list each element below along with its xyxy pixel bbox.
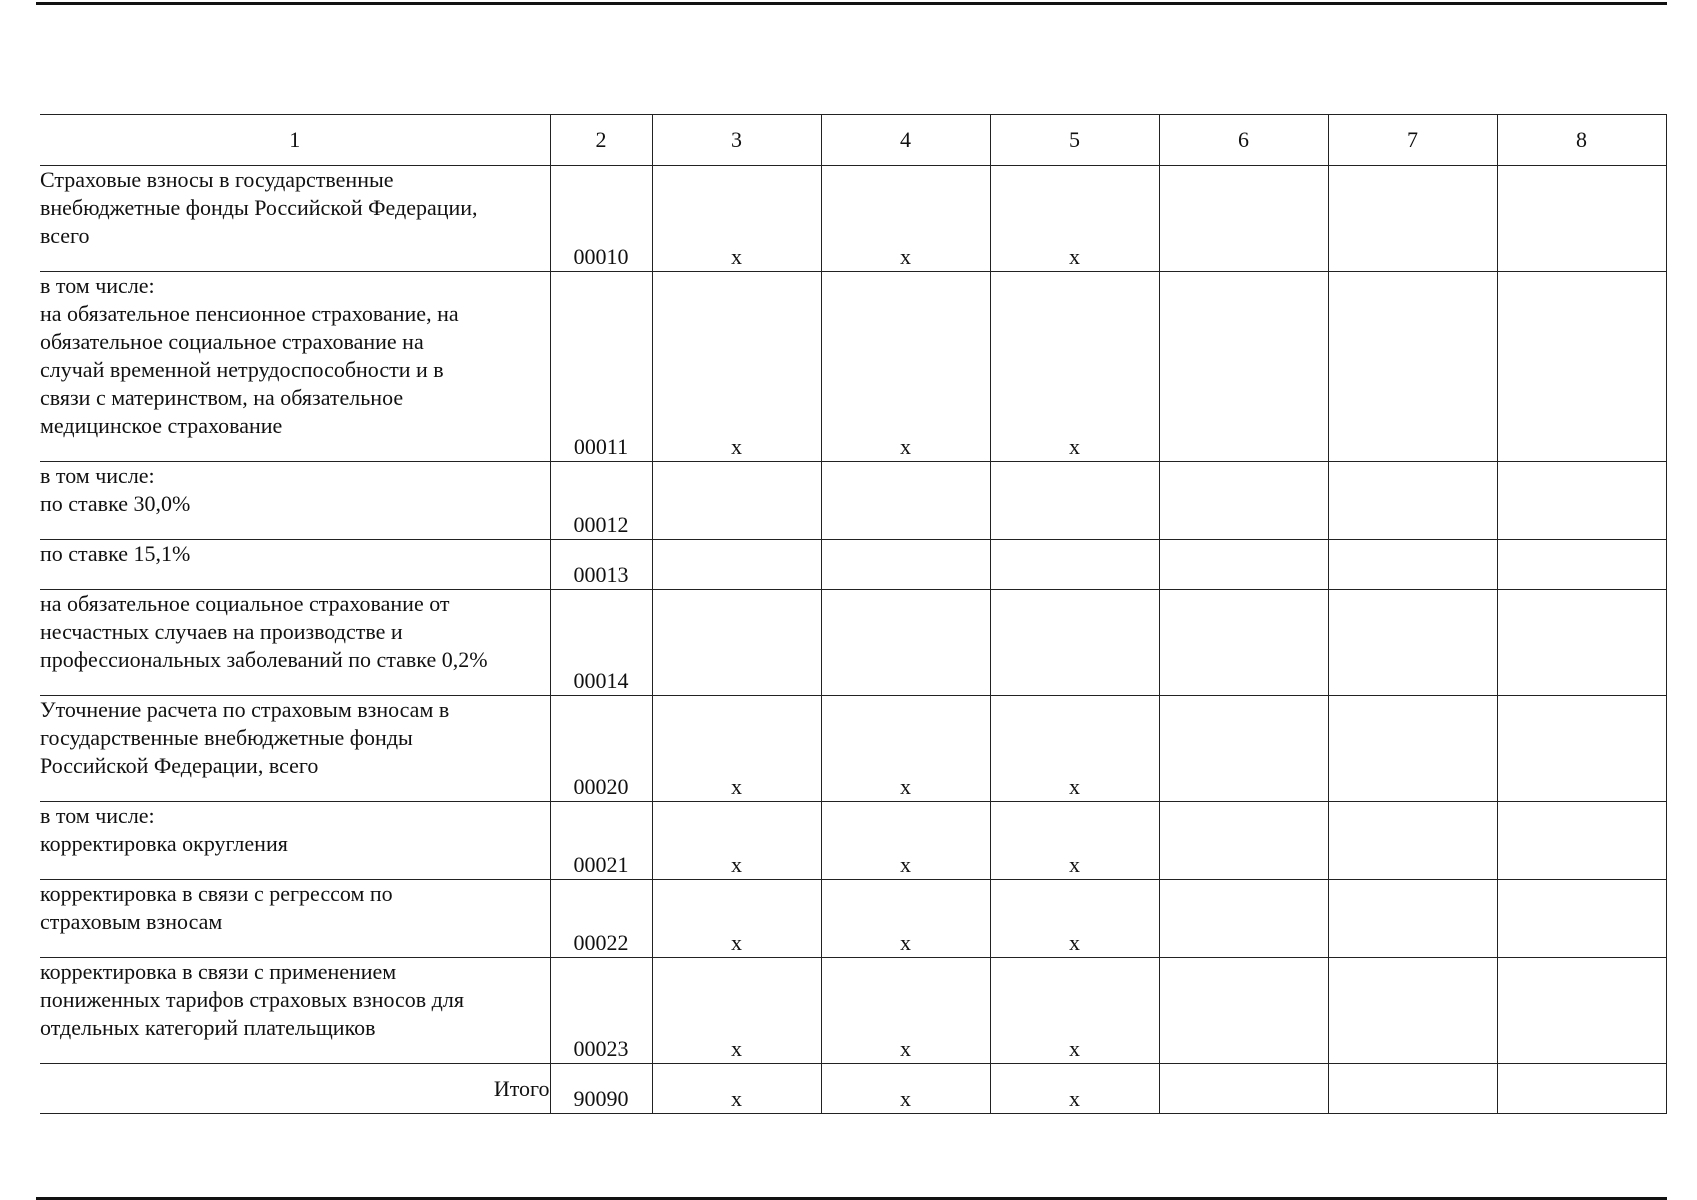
value-cell-col-8 <box>1497 462 1666 540</box>
value-cell-col-3 <box>652 590 821 696</box>
row-code: 00023 <box>550 958 652 1064</box>
table-row <box>40 166 1666 272</box>
value-cell-col-7 <box>1328 272 1497 462</box>
value-cell-col-7 <box>1328 958 1497 1064</box>
column-header-6: 6 <box>1159 115 1328 166</box>
value-cell-col-4 <box>821 590 990 696</box>
row-label-line: медицинское страхование <box>40 413 283 438</box>
table-row <box>40 540 1666 590</box>
row-code: 00020 <box>550 696 652 802</box>
row-code: 00013 <box>550 540 652 590</box>
column-header-5: 5 <box>990 115 1159 166</box>
column-header-7: 7 <box>1328 115 1497 166</box>
row-label <box>40 590 550 696</box>
row-label-line: в том числе: <box>40 463 155 488</box>
value-cell-col-7 <box>1328 802 1497 880</box>
row-code: 00021 <box>550 802 652 880</box>
value-cell-col-8 <box>1497 880 1666 958</box>
value-cell-col-3: x <box>652 958 821 1064</box>
value-cell-col-6 <box>1159 462 1328 540</box>
column-header-2: 2 <box>550 115 652 166</box>
row-label-line: пониженных тарифов страховых взносов для <box>40 987 464 1012</box>
column-header-4: 4 <box>821 115 990 166</box>
value-cell-col-5 <box>990 540 1159 590</box>
row-label-line: корректировка в связи с применением <box>40 959 397 984</box>
total-row <box>40 1064 1666 1114</box>
value-cell-col-8 <box>1497 958 1666 1064</box>
insurance-contributions-table <box>40 114 1667 1114</box>
table-row <box>40 272 1666 462</box>
row-label-line: Уточнение расчета по страховым взносам в <box>40 697 450 722</box>
row-label-line: в том числе: <box>40 803 155 828</box>
value-cell-col-8 <box>1497 272 1666 462</box>
value-cell-col-6 <box>1159 958 1328 1064</box>
row-code: 00012 <box>550 462 652 540</box>
value-cell-col-6 <box>1159 590 1328 696</box>
row-label-line: корректировка в связи с регрессом по <box>40 881 393 906</box>
value-cell-col-4: x <box>821 802 990 880</box>
row-label-line: корректировка округления <box>40 831 288 856</box>
row-label-line: Итого <box>493 1076 550 1101</box>
value-cell-col-8 <box>1497 1064 1666 1114</box>
value-cell-col-3: x <box>652 166 821 272</box>
value-cell-col-7 <box>1328 166 1497 272</box>
total-label <box>40 1064 550 1114</box>
column-header-8: 8 <box>1497 115 1666 166</box>
table-row <box>40 696 1666 802</box>
table-row <box>40 958 1666 1064</box>
row-label <box>40 958 550 1064</box>
row-label-line: всего <box>40 223 90 248</box>
row-label-line: профессиональных заболеваний по ставке 0,2% <box>40 647 488 672</box>
value-cell-col-4: x <box>821 272 990 462</box>
column-header-3: 3 <box>652 115 821 166</box>
row-code: 00011 <box>550 272 652 462</box>
row-code: 00010 <box>550 166 652 272</box>
row-label-line: несчастных случаев на производстве и <box>40 619 403 644</box>
value-cell-col-7 <box>1328 590 1497 696</box>
value-cell-col-6 <box>1159 540 1328 590</box>
value-cell-col-5: x <box>990 802 1159 880</box>
row-label-line: государственные внебюджетные фонды <box>40 725 413 750</box>
value-cell-col-5: x <box>990 1064 1159 1114</box>
row-label-line: случай временной нетрудоспособности и в <box>40 357 444 382</box>
row-code: 00022 <box>550 880 652 958</box>
value-cell-col-6 <box>1159 802 1328 880</box>
value-cell-col-6 <box>1159 1064 1328 1114</box>
value-cell-col-8 <box>1497 802 1666 880</box>
row-code: 90090 <box>550 1064 652 1114</box>
value-cell-col-4 <box>821 540 990 590</box>
value-cell-col-6 <box>1159 166 1328 272</box>
column-number-header-row <box>40 115 1666 166</box>
table-row <box>40 462 1666 540</box>
value-cell-col-3: x <box>652 696 821 802</box>
value-cell-col-4: x <box>821 958 990 1064</box>
value-cell-col-5: x <box>990 696 1159 802</box>
value-cell-col-5: x <box>990 166 1159 272</box>
row-code: 00014 <box>550 590 652 696</box>
row-label-line: страховым взносам <box>40 909 223 934</box>
row-label-line: Российской Федерации, всего <box>40 753 319 778</box>
value-cell-col-4: x <box>821 166 990 272</box>
row-label-line: обязательное социальное страхование на <box>40 329 424 354</box>
value-cell-col-5: x <box>990 880 1159 958</box>
value-cell-col-4: x <box>821 880 990 958</box>
column-header-1: 1 <box>40 115 550 166</box>
table-row <box>40 590 1666 696</box>
value-cell-col-6 <box>1159 696 1328 802</box>
value-cell-col-3: x <box>652 880 821 958</box>
value-cell-col-3: x <box>652 1064 821 1114</box>
value-cell-col-5: x <box>990 272 1159 462</box>
value-cell-col-3 <box>652 462 821 540</box>
table-row <box>40 880 1666 958</box>
value-cell-col-4: x <box>821 1064 990 1114</box>
value-cell-col-6 <box>1159 880 1328 958</box>
value-cell-col-5 <box>990 462 1159 540</box>
value-cell-col-6 <box>1159 272 1328 462</box>
row-label-line: на обязательное пенсионное страхование, на <box>40 301 459 326</box>
row-label-line: Страховые взносы в государственные <box>40 167 394 192</box>
row-label-line: отдельных категорий плательщиков <box>40 1015 376 1040</box>
value-cell-col-4 <box>821 462 990 540</box>
row-label-line: по ставке 30,0% <box>40 491 191 516</box>
row-label <box>40 272 550 462</box>
row-label-line: внебюджетные фонды Российской Федерации, <box>40 195 478 220</box>
value-cell-col-3: x <box>652 272 821 462</box>
row-label <box>40 166 550 272</box>
value-cell-col-7 <box>1328 1064 1497 1114</box>
table-body <box>40 166 1666 1114</box>
row-label <box>40 540 550 590</box>
row-label <box>40 462 550 540</box>
value-cell-col-3: x <box>652 802 821 880</box>
value-cell-col-7 <box>1328 696 1497 802</box>
row-label <box>40 802 550 880</box>
value-cell-col-5 <box>990 590 1159 696</box>
value-cell-col-7 <box>1328 880 1497 958</box>
top-rule <box>36 2 1667 5</box>
value-cell-col-8 <box>1497 590 1666 696</box>
value-cell-col-8 <box>1497 696 1666 802</box>
row-label <box>40 880 550 958</box>
row-label <box>40 696 550 802</box>
value-cell-col-5: x <box>990 958 1159 1064</box>
row-label-line: связи с материнством, на обязательное <box>40 385 404 410</box>
table-row <box>40 802 1666 880</box>
value-cell-col-4: x <box>821 696 990 802</box>
value-cell-col-3 <box>652 540 821 590</box>
row-label-line: по ставке 15,1% <box>40 541 191 566</box>
value-cell-col-7 <box>1328 462 1497 540</box>
value-cell-col-8 <box>1497 166 1666 272</box>
value-cell-col-8 <box>1497 540 1666 590</box>
value-cell-col-7 <box>1328 540 1497 590</box>
row-label-line: на обязательное социальное страхование от <box>40 591 450 616</box>
row-label-line: в том числе: <box>40 273 155 298</box>
